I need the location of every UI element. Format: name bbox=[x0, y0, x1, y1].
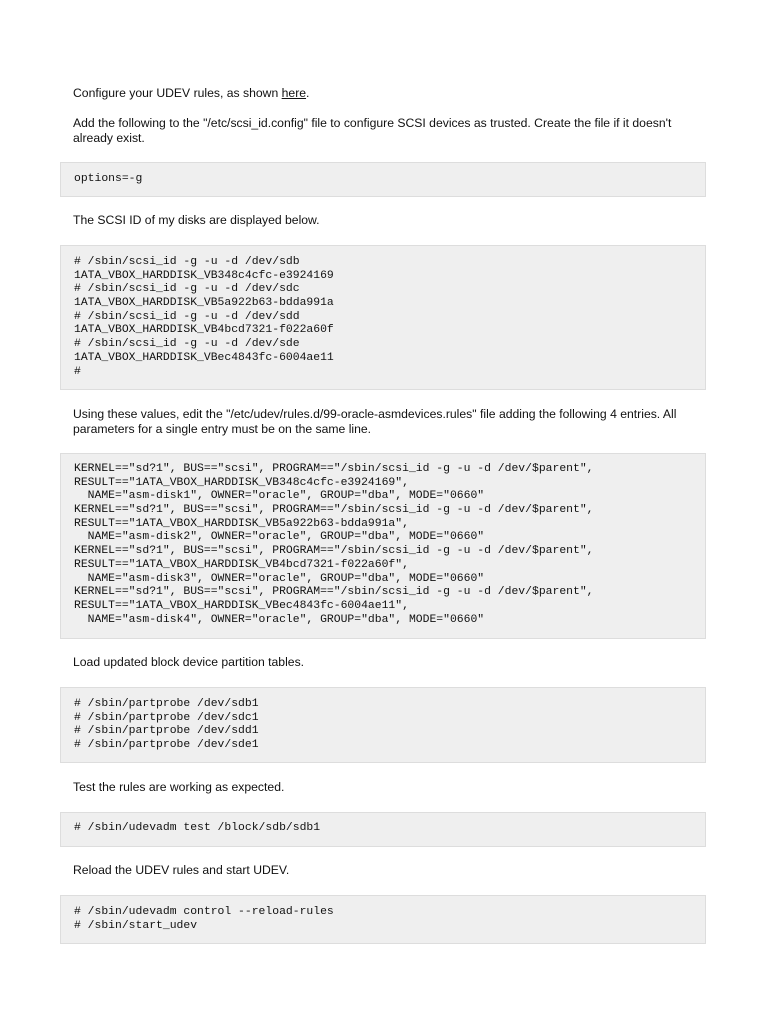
intro-paragraph bbox=[73, 86, 703, 101]
code-line: 1ATA_VBOX_HARDDISK_VBec4843fc-6004ae11 bbox=[74, 351, 334, 364]
intro-text: Configure your UDEV rules, as shown bbox=[73, 86, 282, 100]
partprobe-code-block bbox=[60, 687, 706, 763]
test-heading: Test the rules are working as expected. bbox=[73, 780, 285, 794]
intro-period: . bbox=[306, 86, 310, 100]
scsi-ids-code-block bbox=[60, 245, 706, 390]
code-line: # /sbin/udevadm test /block/sdb/sdb1 bbox=[74, 822, 321, 834]
rules-instruction: Using these values, edit the "/etc/udev/rules.d/99-oracle-asmdevices.rules" file adding the following 4 entries. All parameters for a single entry must be on the same line. bbox=[73, 407, 677, 436]
code-lines bbox=[74, 822, 320, 836]
scsi-ids-heading: The SCSI ID of my disks are displayed below. bbox=[73, 213, 320, 227]
code-line: NAME="asm-disk4", OWNER="oracle", GROUP="dba", MODE="0660" bbox=[74, 613, 485, 626]
code-line: NAME="asm-disk1", OWNER="oracle", GROUP="dba", MODE="0660" bbox=[74, 490, 485, 503]
code-line: KERNEL=="sd?1", BUS=="scsi", PROGRAM=="/sbin/scsi_id -g -u -d /dev/$parent", bbox=[74, 504, 594, 517]
scsi-config-code-block bbox=[60, 162, 706, 197]
code-line: # /sbin/scsi_id -g -u -d /dev/sdd bbox=[74, 310, 300, 323]
partprobe-heading: Load updated block device partition tables. bbox=[73, 655, 305, 669]
code-line: 1ATA_VBOX_HARDDISK_VB5a922b63-bdda991a bbox=[74, 297, 334, 310]
code-line: RESULT=="1ATA_VBOX_HARDDISK_VBec4843fc-6004ae11", bbox=[74, 599, 409, 612]
code-line: RESULT=="1ATA_VBOX_HARDDISK_VB4bcd7321-f022a60f", bbox=[74, 558, 409, 571]
code-line: # /sbin/start_udev bbox=[74, 919, 198, 932]
reload-heading: Reload the UDEV rules and start UDEV. bbox=[73, 863, 290, 877]
code-lines bbox=[74, 256, 334, 379]
code-line: # /sbin/scsi_id -g -u -d /dev/sdb bbox=[74, 256, 300, 268]
code-line: 1ATA_VBOX_HARDDISK_VB4bcd7321-f022a60f bbox=[74, 324, 334, 337]
code-line: # /sbin/scsi_id -g -u -d /dev/sdc bbox=[74, 283, 300, 296]
rules-code-block bbox=[60, 453, 706, 639]
code-line: NAME="asm-disk2", OWNER="oracle", GROUP="dba", MODE="0660" bbox=[74, 531, 485, 544]
code-line: RESULT=="1ATA_VBOX_HARDDISK_VB5a922b63-bdda991a", bbox=[74, 517, 409, 530]
code-line: KERNEL=="sd?1", BUS=="scsi", PROGRAM=="/sbin/scsi_id -g -u -d /dev/$parent", bbox=[74, 586, 594, 599]
code-line: # /sbin/partprobe /dev/sde1 bbox=[74, 739, 259, 752]
code-line: # /sbin/partprobe /dev/sdc1 bbox=[74, 711, 259, 724]
here-link[interactable]: here bbox=[281, 86, 307, 100]
code-lines bbox=[74, 906, 334, 933]
code-line: options=-g bbox=[74, 173, 143, 185]
code-line: NAME="asm-disk3", OWNER="oracle", GROUP="dba", MODE="0660" bbox=[74, 572, 485, 585]
code-line: # /sbin/udevadm control --reload-rules bbox=[74, 906, 334, 918]
code-line: # /sbin/scsi_id -g -u -d /dev/sde bbox=[74, 338, 300, 351]
code-line: KERNEL=="sd?1", BUS=="scsi", PROGRAM=="/sbin/scsi_id -g -u -d /dev/$parent", bbox=[74, 545, 594, 558]
code-line: KERNEL=="sd?1", BUS=="scsi", PROGRAM=="/sbin/scsi_id -g -u -d /dev/$parent", bbox=[74, 463, 594, 475]
code-lines bbox=[74, 463, 594, 627]
code-line: # bbox=[74, 365, 81, 378]
code-lines bbox=[74, 173, 142, 187]
code-line: RESULT=="1ATA_VBOX_HARDDISK_VB348c4cfc-e3924169", bbox=[74, 476, 409, 489]
code-line: 1ATA_VBOX_HARDDISK_VB348c4cfc-e3924169 bbox=[74, 269, 334, 282]
code-line: # /sbin/partprobe /dev/sdb1 bbox=[74, 698, 259, 710]
reload-code-block bbox=[60, 895, 706, 944]
code-line: # /sbin/partprobe /dev/sdd1 bbox=[74, 725, 259, 738]
test-code-block bbox=[60, 812, 706, 847]
code-lines bbox=[74, 698, 259, 753]
scsi-config-instruction: Add the following to the "/etc/scsi_id.config" file to configure SCSI devices as trusted. Create the file if it doesn't already exist. bbox=[73, 116, 672, 145]
